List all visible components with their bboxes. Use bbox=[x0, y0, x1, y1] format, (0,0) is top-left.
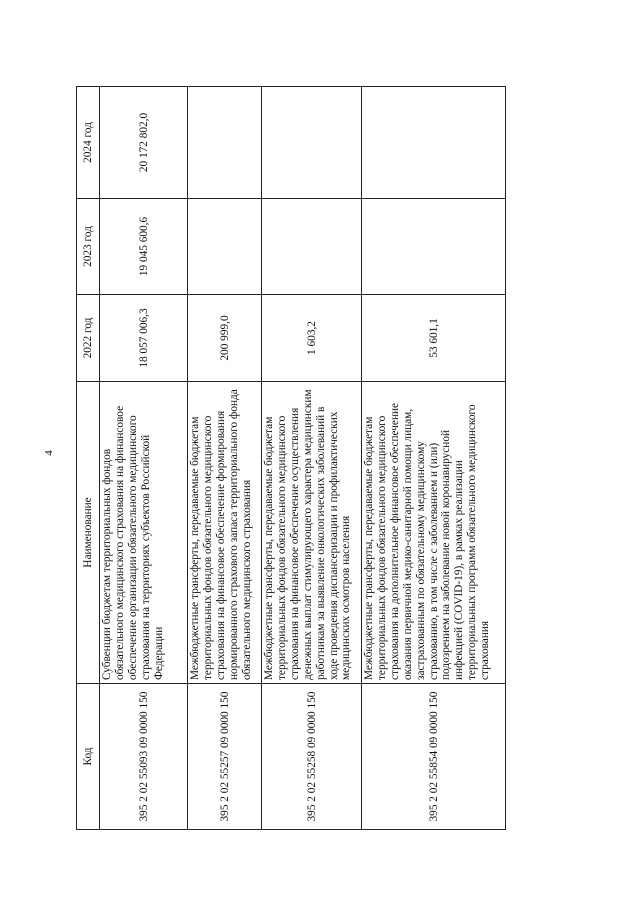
cell-code: 395 2 02 55258 09 0000 150 bbox=[262, 684, 362, 830]
cell-2022: 53 601,1 bbox=[362, 295, 506, 382]
cell-name: Межбюджетные трансферты, передаваемые бюджетам территориальных фондов обязательного медицинского страхования на финансовое обеспечение осуществления денежных выплат стимулирующего характера медицинским работникам за выявление онкологических заболеваний в ходе проведения диспансеризации и профилактических медицинских осмотров населения bbox=[262, 382, 362, 684]
header-name: Наименование bbox=[77, 382, 100, 684]
cell-2022: 1 603,2 bbox=[262, 295, 362, 382]
table-row bbox=[262, 87, 362, 830]
cell-2024: 20 172 802,0 bbox=[100, 87, 188, 199]
cell-2023 bbox=[362, 199, 506, 295]
budget-table-container bbox=[76, 87, 504, 830]
cell-2024 bbox=[188, 87, 262, 199]
cell-2024 bbox=[362, 87, 506, 199]
table-row bbox=[100, 87, 188, 830]
cell-2022: 18 057 006,3 bbox=[100, 295, 188, 382]
rotated-table-frame bbox=[76, 87, 504, 830]
cell-2024 bbox=[262, 87, 362, 199]
header-row bbox=[77, 87, 100, 830]
header-year-2024: 2024 год bbox=[77, 87, 100, 199]
cell-code: 395 2 02 55854 09 0000 150 bbox=[362, 684, 506, 830]
cell-2023 bbox=[188, 199, 262, 295]
header-year-2022: 2022 год bbox=[77, 295, 100, 382]
header-year-2023: 2023 год bbox=[77, 199, 100, 295]
cell-2023 bbox=[262, 199, 362, 295]
cell-2023: 19 045 600,6 bbox=[100, 199, 188, 295]
header-code: Код bbox=[77, 684, 100, 830]
cell-name: Межбюджетные трансферты, передаваемые бюджетам территориальных фондов обязательного медицинского страхования на финансовое обеспечение формирования нормированного страхового запаса территориального фонда обязательного медицинского страхования bbox=[188, 382, 262, 684]
cell-code: 395 2 02 55093 09 0000 150 bbox=[100, 684, 188, 830]
table-row bbox=[362, 87, 506, 830]
cell-name: Межбюджетные трансферты, передаваемые бюджетам территориальных фондов обязательного медицинского страхования на дополнительное финансовое обеспечение оказания первичной медико-санитарной помощи лицам, застрахованным по обязательному медицинскому страхованию, в том числе с заболеванием и (или) подозрением на заболевание новой коронавирусной инфекцией (COVID-19), в рамках реализации территориальных программ обязательного медицинского страхования bbox=[362, 382, 506, 684]
cell-name: Субвенции бюджетам территориальных фондов обязательного медицинского страхования на финансовое обеспечение организации обязательного медицинского страхования на территориях субъектов Российской Федерации bbox=[100, 382, 188, 684]
budget-table bbox=[76, 86, 506, 830]
page-number: 4 bbox=[43, 450, 55, 456]
cell-code: 395 2 02 55257 09 0000 150 bbox=[188, 684, 262, 830]
cell-2022: 200 999,0 bbox=[188, 295, 262, 382]
table-row bbox=[188, 87, 262, 830]
